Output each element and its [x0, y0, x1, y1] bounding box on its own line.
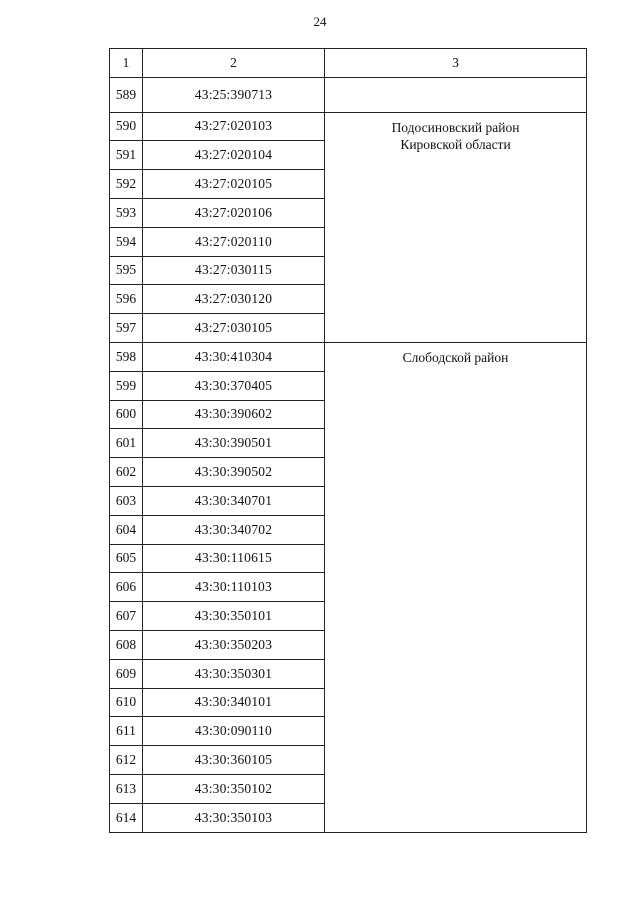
cadastral-number: 43:27:030120: [143, 285, 325, 314]
cadastral-number: 43:27:020110: [143, 227, 325, 256]
cadastral-number: 43:30:350103: [143, 803, 325, 832]
row-number: 602: [110, 458, 143, 487]
table-header-row: [110, 49, 587, 78]
region-cell: [325, 112, 587, 342]
cadastral-number: 43:30:110103: [143, 573, 325, 602]
cadastral-number: 43:30:340702: [143, 515, 325, 544]
cadastral-number: 43:30:350101: [143, 602, 325, 631]
table-row: [110, 342, 587, 371]
page-number: 24: [313, 14, 327, 29]
region-name-line: Кировской области: [400, 136, 511, 152]
cadastral-number: 43:27:020105: [143, 170, 325, 199]
cadastral-number: 43:25:390713: [143, 77, 325, 112]
cadastral-number: 43:27:020103: [143, 112, 325, 141]
cadastral-number: 43:27:020106: [143, 198, 325, 227]
cadastral-number: 43:30:110615: [143, 544, 325, 573]
cadastral-number: 43:30:350203: [143, 630, 325, 659]
cadastral-number: 43:30:370405: [143, 371, 325, 400]
row-number: 593: [110, 198, 143, 227]
column-header-1: 1: [110, 49, 143, 78]
table-row: [110, 112, 587, 141]
column-header-3: 3: [325, 49, 587, 78]
row-number: 600: [110, 400, 143, 429]
row-number: 603: [110, 486, 143, 515]
cadastral-number: 43:30:340101: [143, 688, 325, 717]
row-number: 611: [110, 717, 143, 746]
row-number: 612: [110, 746, 143, 775]
cadastral-number: 43:30:410304: [143, 342, 325, 371]
row-number: 613: [110, 774, 143, 803]
row-number: 594: [110, 227, 143, 256]
cadastral-number: 43:30:350102: [143, 774, 325, 803]
row-number: 597: [110, 314, 143, 343]
cadastral-number: 43:30:390602: [143, 400, 325, 429]
column-header-2: 2: [143, 49, 325, 78]
cadastral-number: 43:27:030115: [143, 256, 325, 285]
row-number: 607: [110, 602, 143, 631]
row-number: 596: [110, 285, 143, 314]
region-name-line: Слободской район: [402, 349, 509, 365]
row-number: 590: [110, 112, 143, 141]
region-name-line: Подосиновский район: [391, 119, 520, 135]
cadastral-number: 43:30:360105: [143, 746, 325, 775]
cadastral-number: 43:30:390501: [143, 429, 325, 458]
cadastral-number: 43:30:340701: [143, 486, 325, 515]
table-body: [110, 77, 587, 832]
row-number: 589: [110, 77, 143, 112]
table-row: [110, 77, 587, 112]
row-number: 604: [110, 515, 143, 544]
cadastral-number: 43:30:390502: [143, 458, 325, 487]
row-number: 609: [110, 659, 143, 688]
row-number: 599: [110, 371, 143, 400]
row-number: 591: [110, 141, 143, 170]
row-number: 605: [110, 544, 143, 573]
cadastral-number: 43:27:030105: [143, 314, 325, 343]
cadastral-number: 43:27:020104: [143, 141, 325, 170]
row-number: 610: [110, 688, 143, 717]
row-number: 601: [110, 429, 143, 458]
row-number: 592: [110, 170, 143, 199]
cadastral-number: 43:30:350301: [143, 659, 325, 688]
region-cell: [325, 77, 587, 112]
row-number: 614: [110, 803, 143, 832]
cadastral-table: [109, 48, 587, 833]
row-number: 598: [110, 342, 143, 371]
row-number: 608: [110, 630, 143, 659]
row-number: 595: [110, 256, 143, 285]
cadastral-number: 43:30:090110: [143, 717, 325, 746]
region-cell: [325, 342, 587, 832]
row-number: 606: [110, 573, 143, 602]
